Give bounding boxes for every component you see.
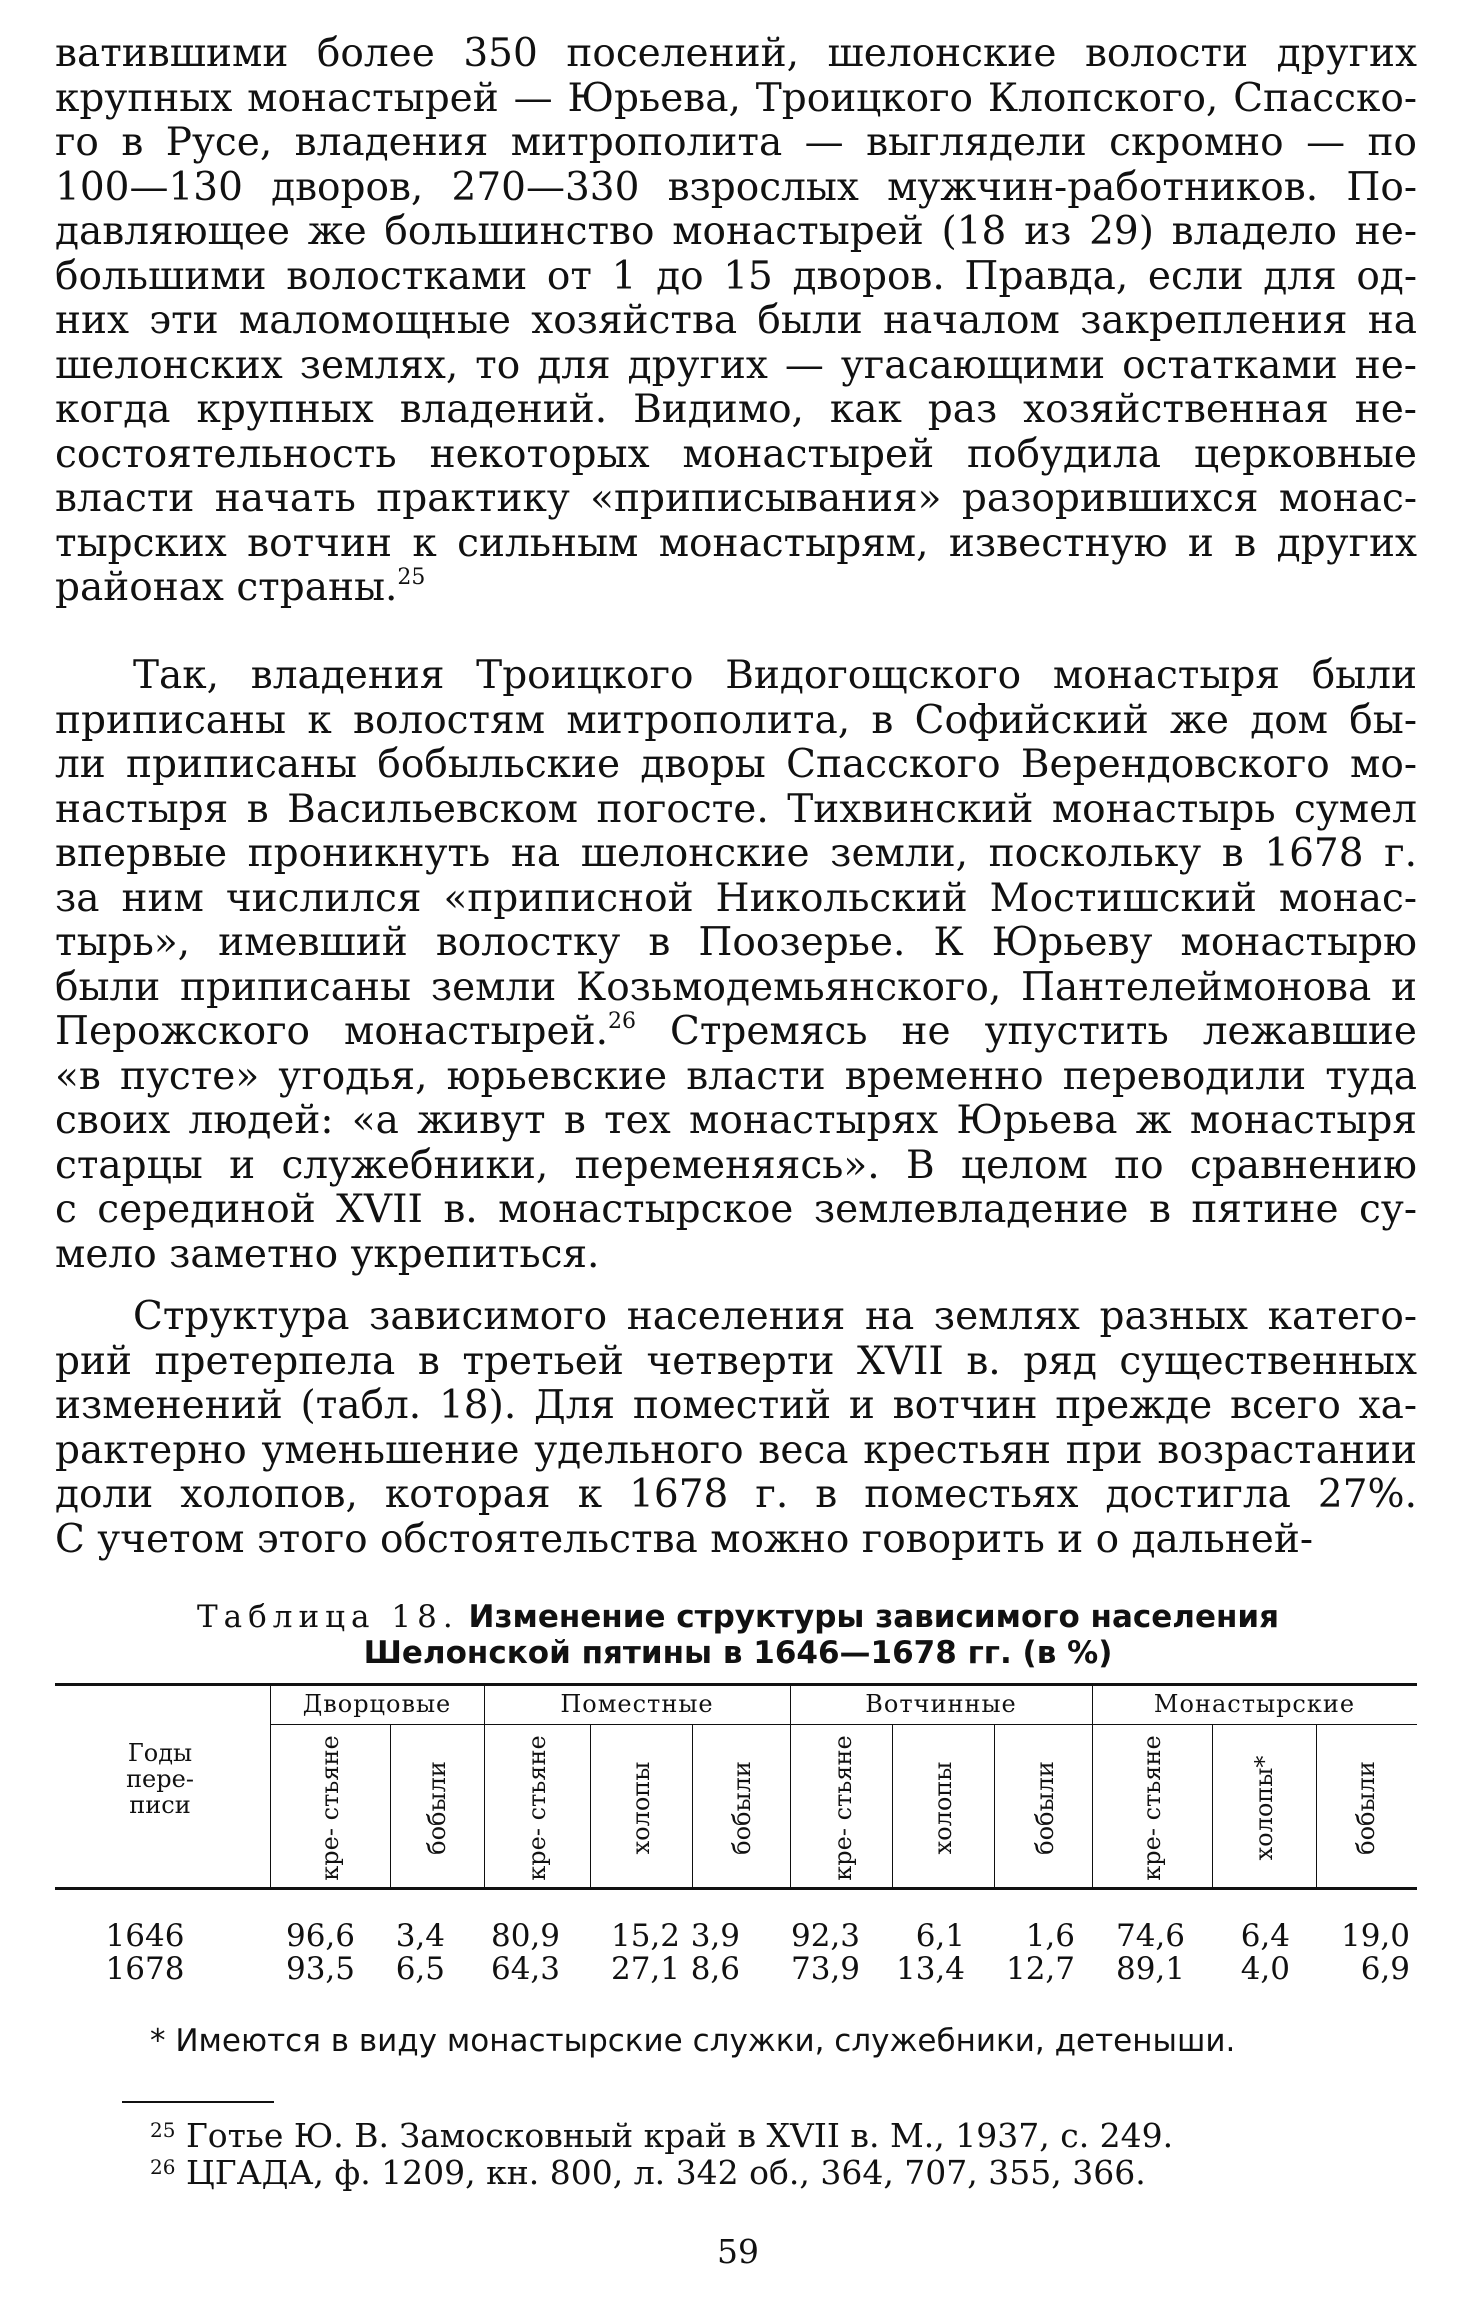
text-line: настыря в Васильевском погосте. Тихвинский монастырь сумел: [55, 786, 1417, 832]
text-fragment: Перожского монастырей.: [55, 1009, 608, 1054]
text-line: шелонских землях, то для других — угасающими остатками не-: [55, 342, 1417, 388]
text-line: состоятельность некоторых монастырей побудила церковные: [55, 431, 1417, 477]
group-header-monastic: Монастырские: [1153, 1690, 1356, 1718]
table-top-rule: [55, 1683, 1417, 1686]
text-line: го в Русе, владения митрополита — выглядели скромно — по: [55, 120, 1417, 165]
paragraph-3: [55, 1295, 1417, 1562]
table-header-bottom-rule: [55, 1887, 1417, 1890]
table-vline: [390, 1724, 391, 1887]
text-line: рактерно уменьшение удельного веса крестьян при возрастании: [55, 1427, 1417, 1473]
text-line: [55, 1010, 1417, 1055]
table-cell: 80,9: [490, 1918, 560, 1954]
text-line: давляющее же большинство монастырей (18 из 29) владело не-: [55, 209, 1417, 254]
subcolumn-header: бобыли: [1031, 1761, 1059, 1855]
table-footnote: * Имеются в виду монастырские служки, служебники, детеныши.: [150, 2023, 1236, 2059]
text-line: были приписаны земли Козьмодемьянского, Пантелеймонова и: [55, 964, 1417, 1010]
text-line: С учетом этого обстоятельства можно говорить и о дальней-: [55, 1516, 1314, 1562]
text-line: за ним числился «приписной Никольский Мостишский монас-: [55, 875, 1417, 921]
table-vline: [892, 1724, 893, 1887]
table-cell: 15,2: [610, 1918, 680, 1954]
table-caption-title-1: Изменение структуры зависимого населения: [468, 1599, 1280, 1635]
text-line: районах страны.: [55, 565, 398, 610]
footnote-26-text: ЦГАДА, ф. 1209, кн. 800, л. 342 об., 364, 707, 355, 366.: [185, 2153, 1146, 2192]
group-header-votchina: Вотчинные: [865, 1690, 1017, 1718]
text-line: большими волостками от 1 до 15 дворов. Правда, если для од-: [55, 253, 1417, 299]
text-line: власти начать практику «приписывания» разорившихся монас-: [55, 476, 1417, 521]
table-caption-title-2: Шелонской пятины в 1646—1678 гг. (в %): [363, 1635, 1113, 1671]
table-cell: 89,1: [1115, 1951, 1185, 1987]
text-line: мело заметно укрепиться.: [55, 1231, 600, 1277]
table-group-underline: [270, 1724, 1417, 1725]
table-cell: 6,4: [1240, 1918, 1290, 1954]
text-line: приписаны к волостям митрополита, в Софийский же дом бы-: [55, 697, 1417, 743]
table-cell: 64,3: [490, 1951, 560, 1987]
text-line: ли приписаны бобыльские дворы Спасского Верендовского мо-: [55, 742, 1417, 787]
subcolumn-header: холопы: [929, 1761, 957, 1855]
footnote-25-number: 25: [150, 2118, 176, 2142]
text-line: своих людей: «а живут в тех монастырях Юрьева ж монастыря: [55, 1098, 1417, 1143]
text-line: 100—130 дворов, 270—330 взрослых мужчин-работников. По-: [55, 164, 1417, 210]
footnote-ref-26: 26: [608, 1009, 636, 1034]
subcolumn-header: кре- стьяне: [1138, 1735, 1166, 1881]
text-line: ватившими более 350 поселений, шелонские волости других: [55, 31, 1417, 76]
table-cell: 3,9: [690, 1918, 740, 1954]
table-vline: [590, 1724, 591, 1887]
table-cell: 19,0: [1340, 1918, 1410, 1954]
table-cell: 12,7: [1005, 1951, 1075, 1987]
footnote-25-text: Готье Ю. В. Замосковный край в XVII в. М., 1937, с. 249.: [185, 2116, 1174, 2155]
table-cell: 6,5: [395, 1951, 445, 1987]
table-caption-line-2: [0, 1634, 1476, 1672]
table-caption-prefix: Таблица 18.: [196, 1599, 459, 1635]
subcolumn-header: бобыли: [728, 1761, 756, 1855]
text-line: доли холопов, которая к 1678 г. в поместьях достигла 27%.: [55, 1472, 1417, 1517]
subcolumn-header: холопы: [627, 1761, 655, 1855]
table-vline: [1212, 1724, 1213, 1887]
subcolumn-header: кре- стьяне: [523, 1735, 551, 1881]
text-line: с серединой XVII в. монастырское землевладение в пятине су-: [55, 1187, 1417, 1232]
text-line: тырских вотчин к сильным монастырям, известную и в других: [55, 520, 1417, 566]
table-cell: 73,9: [790, 1951, 860, 1987]
group-header-palace: Дворцовые: [302, 1690, 452, 1718]
table-caption: [0, 1598, 1476, 1636]
table-cell: 74,6: [1115, 1918, 1185, 1954]
table-cell: 6,1: [915, 1918, 965, 1954]
paragraph-1: ватившими более 350 поселений, шелонские волости других крупных монастырей — Юрьева, Троицкого Клопского, Спасско- го в Русе, владения митрополита — выглядели скромно — по 100—130 дворов, 270—330 взрослых мужчин-работников. По- давляющее же большинство монастырей (18 из 29) владело не- большими волостками от 1 до 15 дворов. Правда, если для од- них эти маломощные хозяйства были началом закрепления на шелонских землях, то для других — угасающими остатками не- когда крупных владений. Видимо, как раз хозяйственная не- состоятельность некоторых монастырей побудила церковные власти начать практику «приписывания» разорившихся монас- тырских вотчин к сильным монастырям, известную и в других районах страны.$^{25}$: [55, 31, 1417, 610]
footnote-26: [150, 2153, 1146, 2192]
group-header-estate: Поместные: [560, 1690, 714, 1718]
row-year-1646: 1646: [105, 1918, 185, 1954]
text-line: «в пусте» угодья, юрьевские власти временно переводили туда: [55, 1053, 1417, 1099]
table-cell: 96,6: [285, 1918, 355, 1954]
subcolumn-header: бобыли: [1352, 1761, 1380, 1855]
page-number: 59: [717, 2232, 759, 2271]
footnote-rule: [122, 2101, 274, 2103]
row-year-1678: 1678: [105, 1951, 185, 1987]
text-line: Структура зависимого населения на землях разных катего-: [133, 1294, 1417, 1339]
subcolumn-header: кре- стьяне: [829, 1735, 857, 1881]
footnote-26-number: 26: [150, 2155, 176, 2179]
paragraph-2: [55, 654, 1417, 1277]
table-cell: 13,4: [895, 1951, 965, 1987]
subcolumn-header: кре- стьяне: [316, 1735, 344, 1881]
text-line: когда крупных владений. Видимо, как раз хозяйственная не-: [55, 387, 1417, 432]
text-line: старцы и служебники, переменяясь». В целом по сравнению: [55, 1142, 1417, 1188]
text-line: них эти маломощные хозяйства были началом закрепления на: [55, 298, 1417, 343]
row-header-years: Годы пере- писи: [126, 1739, 194, 1819]
subcolumn-header: бобыли: [423, 1761, 451, 1855]
text-fragment: Стремясь не упустить лежавшие: [636, 1009, 1417, 1054]
table-cell: 92,3: [790, 1918, 860, 1954]
text-line: крупных монастырей — Юрьева, Троицкого Клопского, Спасско-: [55, 75, 1417, 121]
table-cell: 8,6: [690, 1951, 740, 1987]
footnote-25: [150, 2116, 1173, 2155]
table-cell: 3,4: [395, 1918, 445, 1954]
table-cell: 27,1: [610, 1951, 680, 1987]
table-cell: 6,9: [1360, 1951, 1410, 1987]
table-vline: [692, 1724, 693, 1887]
text-line: изменений (табл. 18). Для поместий и вотчин прежде всего ха-: [55, 1383, 1417, 1428]
text-line: рий претерпела в третьей четверти XVII в. ряд существенных: [55, 1338, 1417, 1384]
text-line: тырь», имевший волостку в Поозерье. К Юрьеву монастырю: [55, 920, 1417, 965]
text-line: впервые проникнуть на шелонские земли, поскольку в 1678 г.: [55, 831, 1417, 876]
subcolumn-header: холопы*: [1250, 1755, 1278, 1861]
table-cell: 1,6: [1025, 1918, 1075, 1954]
table-cell: 4,0: [1240, 1951, 1290, 1987]
text-line: Так, владения Троицкого Видогощского монастыря были: [133, 653, 1417, 698]
table-cell: 93,5: [285, 1951, 355, 1987]
table-vline: [1316, 1724, 1317, 1887]
table-vline: [994, 1724, 995, 1887]
